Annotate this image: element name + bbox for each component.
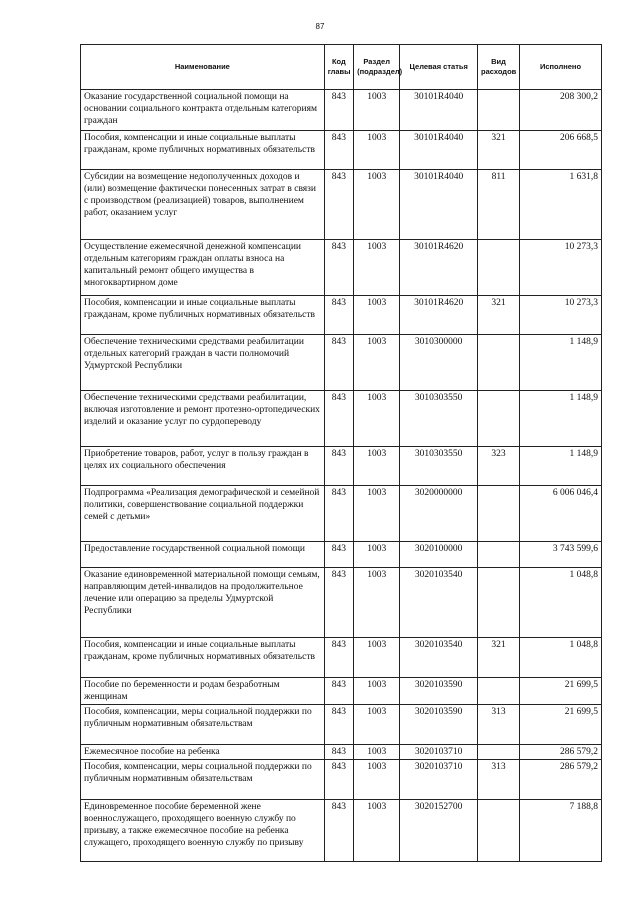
cell-done: 6 006 046,4 xyxy=(520,486,602,542)
cell-code: 843 xyxy=(324,800,353,862)
cell-code: 843 xyxy=(324,542,353,568)
cell-name: Пособия, компенсации и иные социальные выплаты гражданам, кроме публичных нормативных обязательств xyxy=(81,131,325,170)
cell-section: 1003 xyxy=(354,131,400,170)
cell-name: Обеспечение техническими средствами реабилитации отдельных категорий граждан в части полномочий Удмуртской Республики xyxy=(81,335,325,391)
cell-section: 1003 xyxy=(354,800,400,862)
cell-name: Единовременное пособие беременной жене военнослужащего, проходящего военную службу по призыву, а также ежемесячное пособие на ребенка служащего, проходящего военную службу по призыву xyxy=(81,800,325,862)
cell-type xyxy=(478,800,520,862)
cell-article: 30101R4040 xyxy=(400,131,478,170)
cell-done: 10 273,3 xyxy=(520,296,602,335)
table-row xyxy=(81,800,602,862)
cell-code: 843 xyxy=(324,486,353,542)
cell-section: 1003 xyxy=(354,90,400,131)
table-row xyxy=(81,760,602,800)
cell-type xyxy=(478,568,520,638)
cell-type xyxy=(478,240,520,296)
table-row xyxy=(81,705,602,745)
cell-section: 1003 xyxy=(354,638,400,678)
cell-section: 1003 xyxy=(354,542,400,568)
cell-type xyxy=(478,486,520,542)
cell-code: 843 xyxy=(324,568,353,638)
cell-name: Подпрограмма «Реализация демографической и семейной политики, совершенствование социальной поддержки семей с детьми» xyxy=(81,486,325,542)
cell-done: 21 699,5 xyxy=(520,678,602,705)
cell-code: 843 xyxy=(324,131,353,170)
table-row xyxy=(81,745,602,760)
cell-done: 1 048,8 xyxy=(520,568,602,638)
budget-table xyxy=(80,44,602,862)
cell-name: Оказание единовременной материальной помощи семьям, направляющим детей-инвалидов на продолжительное лечение или операцию за пределы Удмуртской Республики xyxy=(81,568,325,638)
table-row xyxy=(81,638,602,678)
cell-code: 843 xyxy=(324,745,353,760)
cell-name: Пособие по беременности и родам безработным женщинам xyxy=(81,678,325,705)
cell-code: 843 xyxy=(324,391,353,447)
cell-name: Субсидии на возмещение недополученных доходов и (или) возмещение фактически понесенных затрат в связи с производством (реализацией) товаров, выполнением работ, оказанием услуг xyxy=(81,170,325,240)
table-row xyxy=(81,90,602,131)
header-article: Целевая статья xyxy=(400,45,478,90)
cell-section: 1003 xyxy=(354,568,400,638)
cell-done: 286 579,2 xyxy=(520,745,602,760)
cell-done: 10 273,3 xyxy=(520,240,602,296)
table-row xyxy=(81,296,602,335)
cell-article: 30101R4040 xyxy=(400,90,478,131)
header-section: Раздел (подраздел) xyxy=(354,45,400,90)
cell-article: 3020152700 xyxy=(400,800,478,862)
cell-section: 1003 xyxy=(354,170,400,240)
cell-code: 843 xyxy=(324,638,353,678)
cell-done: 1 631,8 xyxy=(520,170,602,240)
cell-article: 30101R4620 xyxy=(400,296,478,335)
cell-article: 3020103590 xyxy=(400,705,478,745)
table-row xyxy=(81,542,602,568)
cell-section: 1003 xyxy=(354,447,400,486)
cell-article: 3020103710 xyxy=(400,745,478,760)
cell-done: 1 148,9 xyxy=(520,447,602,486)
cell-code: 843 xyxy=(324,296,353,335)
cell-name: Приобретение товаров, работ, услуг в пользу граждан в целях их социального обеспечения xyxy=(81,447,325,486)
cell-article: 30101R4620 xyxy=(400,240,478,296)
cell-done: 1 048,8 xyxy=(520,638,602,678)
cell-section: 1003 xyxy=(354,296,400,335)
cell-code: 843 xyxy=(324,170,353,240)
cell-done: 21 699,5 xyxy=(520,705,602,745)
table-body xyxy=(81,90,602,862)
table-row xyxy=(81,486,602,542)
cell-article: 3020103540 xyxy=(400,638,478,678)
cell-done: 286 579,2 xyxy=(520,760,602,800)
table-row xyxy=(81,335,602,391)
cell-done: 206 668,5 xyxy=(520,131,602,170)
cell-type: 323 xyxy=(478,447,520,486)
cell-article: 3020100000 xyxy=(400,542,478,568)
table-row xyxy=(81,391,602,447)
cell-code: 843 xyxy=(324,705,353,745)
cell-code: 843 xyxy=(324,760,353,800)
header-name: Наименование xyxy=(81,45,325,90)
cell-done: 1 148,9 xyxy=(520,335,602,391)
cell-name: Оказание государственной социальной помощи на основании социального контракта отдельным категориям граждан xyxy=(81,90,325,131)
cell-article: 3020103590 xyxy=(400,678,478,705)
table-row xyxy=(81,447,602,486)
header-done: Исполнено xyxy=(520,45,602,90)
cell-section: 1003 xyxy=(354,391,400,447)
cell-done: 1 148,9 xyxy=(520,391,602,447)
cell-code: 843 xyxy=(324,90,353,131)
cell-article: 3010300000 xyxy=(400,335,478,391)
cell-name: Пособия, компенсации и иные социальные выплаты гражданам, кроме публичных нормативных обязательств xyxy=(81,638,325,678)
cell-article: 3020103540 xyxy=(400,568,478,638)
cell-done: 3 743 599,6 xyxy=(520,542,602,568)
cell-name: Пособия, компенсации, меры социальной поддержки по публичным нормативным обязательствам xyxy=(81,705,325,745)
cell-article: 30101R4040 xyxy=(400,170,478,240)
cell-section: 1003 xyxy=(354,705,400,745)
cell-name: Ежемесячное пособие на ребенка xyxy=(81,745,325,760)
cell-section: 1003 xyxy=(354,486,400,542)
cell-section: 1003 xyxy=(354,678,400,705)
header-row xyxy=(81,45,602,90)
table-row xyxy=(81,170,602,240)
cell-code: 843 xyxy=(324,335,353,391)
cell-section: 1003 xyxy=(354,240,400,296)
cell-type: 313 xyxy=(478,760,520,800)
cell-type xyxy=(478,90,520,131)
cell-type xyxy=(478,745,520,760)
table-row xyxy=(81,568,602,638)
table-row xyxy=(81,240,602,296)
header-code: Код главы xyxy=(324,45,353,90)
cell-section: 1003 xyxy=(354,745,400,760)
cell-code: 843 xyxy=(324,240,353,296)
cell-done: 208 300,2 xyxy=(520,90,602,131)
cell-type xyxy=(478,678,520,705)
header-type: Вид расходов xyxy=(478,45,520,90)
table-row xyxy=(81,131,602,170)
page-number: 87 xyxy=(315,22,325,31)
cell-type: 313 xyxy=(478,705,520,745)
cell-article: 3020103710 xyxy=(400,760,478,800)
cell-article: 3020000000 xyxy=(400,486,478,542)
cell-name: Пособия, компенсации, меры социальной поддержки по публичным нормативным обязательствам xyxy=(81,760,325,800)
cell-code: 843 xyxy=(324,447,353,486)
cell-type: 321 xyxy=(478,638,520,678)
cell-type xyxy=(478,542,520,568)
cell-name: Обеспечение техническими средствами реабилитации, включая изготовление и ремонт протезно-ортопедических изделий и оказание услуг по сурдопереводу xyxy=(81,391,325,447)
cell-type xyxy=(478,335,520,391)
cell-done: 7 188,8 xyxy=(520,800,602,862)
cell-article: 3010303550 xyxy=(400,391,478,447)
cell-code: 843 xyxy=(324,678,353,705)
cell-section: 1003 xyxy=(354,335,400,391)
table-row xyxy=(81,678,602,705)
cell-article: 3010303550 xyxy=(400,447,478,486)
cell-name: Осуществление ежемесячной денежной компенсации отдельным категориям граждан оплаты взноса на капитальный ремонт общего имущества в многоквартирном доме xyxy=(81,240,325,296)
cell-section: 1003 xyxy=(354,760,400,800)
cell-type xyxy=(478,391,520,447)
cell-name: Предоставление государственной социальной помощи xyxy=(81,542,325,568)
cell-type: 811 xyxy=(478,170,520,240)
cell-type: 321 xyxy=(478,131,520,170)
cell-type: 321 xyxy=(478,296,520,335)
cell-name: Пособия, компенсации и иные социальные выплаты гражданам, кроме публичных нормативных обязательств xyxy=(81,296,325,335)
